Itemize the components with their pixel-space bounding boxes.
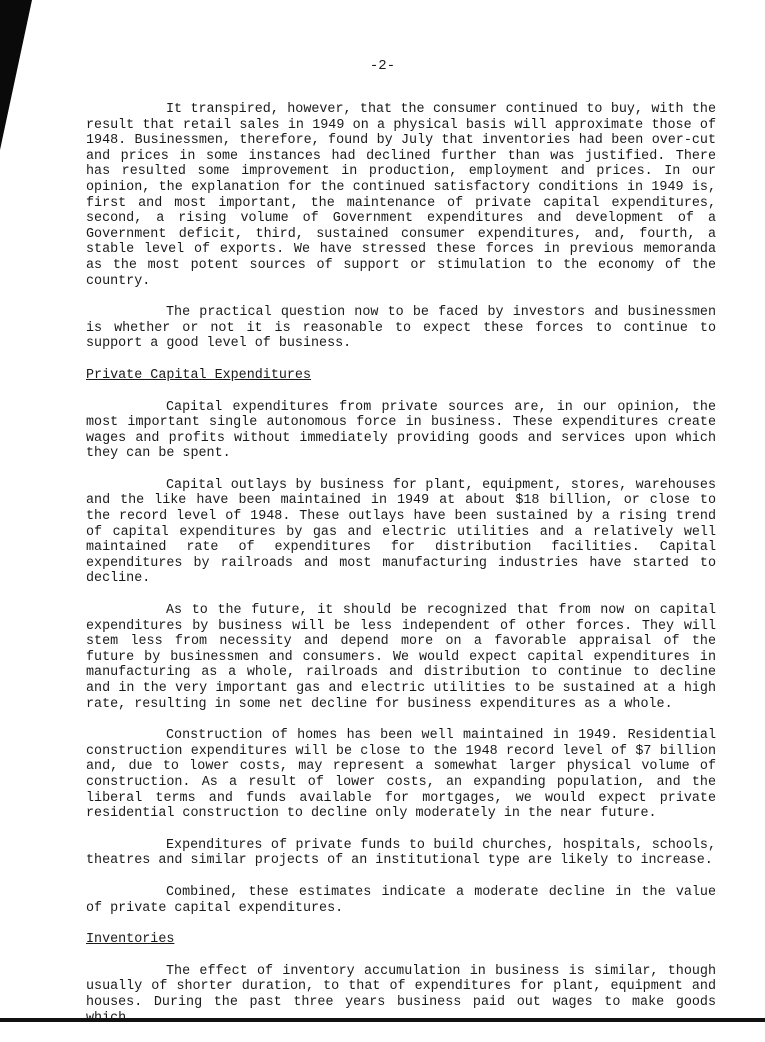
page-number: -2-	[369, 58, 396, 74]
scan-corner-shadow	[0, 0, 32, 150]
paragraph-capital-outlays: Capital outlays by business for plant, equipment, stores, warehouses and the like have been maintained in 1949 at about $18 billion, or close to the record level of 1948. These outlays have been sustained by a rising trend of capital expenditures by gas and electric utilities and a relatively well maintained rate of expenditures for distribution facilities. Capital expenditures by railroads and most manufacturing industries have started to decline.	[86, 477, 716, 587]
paragraph-institutional-projects: Expenditures of private funds to build churches, hospitals, schools, theatres and similar projects of an institutional type are likely to increase.	[86, 837, 716, 869]
section-heading-inventories: Inventories	[86, 932, 175, 948]
paragraph-inventory-effect: The effect of inventory accumulation in business is similar, though usually of shorter duration, to that of expenditures for plant, equipment and houses. During the past three years business paid out wages to make goods	[86, 963, 716, 1010]
paragraph-capital-expenditures: Capital expenditures from private sources are, in our opinion, the most important single autonomous force in business. These expenditures create wages and profits without immediately providing goods and services upon which they can be spent.	[86, 399, 716, 462]
paragraph-consumer-buying: It transpired, however, that the consumer continued to buy, with the result that retail sales in 1949 on a physical basis will approximate those of 1948. Businessmen, therefore, found by July that inventories had been over-cut and prices in some instances had declined further than was justified. There has resulted some improvement in production, employment and prices. In our opinion, the explanation for the continued satisfactory conditions in 1949 is, first and most important, the maintenance of private capital expenditures, second, a rising volume of Government expenditures and development of a Government deficit, third, sustained consumer expenditures, and, fourth, a stable level of exports. We have stressed these forces in previous memoranda as the most potent sources of support or stimulation to the economy of the country.	[86, 102, 716, 289]
paragraph-home-construction: Construction of homes has been well maintained in 1949. Residential construction expenditures will be close to the 1948 record level of $7 billion and, due to lower costs, may represent a somewhat larger physical volume of construction. As a result of lower costs, an expanding population, and the liberal terms and funds available for mortgages, we would expect private residential construction to decline only moderately in the near future.	[86, 728, 716, 822]
bottom-border	[0, 1018, 765, 1022]
section-heading-private-capital: Private Capital Expenditures	[86, 367, 311, 383]
paragraph-future-outlook: As to the future, it should be recognized that from now on capital expenditures by business will be less independent of other forces. They will stem less from necessity and depend more on a favorable appraisal of the future by businessmen and consumers. We would expect capital expenditures in manufacturing as a whole, railroads and distribution to continue to decline and in the very important gas and electric utilities to be sustained at a high rate, resulting in some net decline for business expenditures as a whole.	[86, 603, 716, 712]
paragraph-practical-question: The practical question now to be faced by investors and businessmen is whether or not it is reasonable to expect these forces to continue to support a good level of business.	[86, 305, 716, 352]
document-body	[86, 102, 716, 1042]
paragraph-combined-estimate: Combined, these estimates indicate a moderate decline in the value of private capital expenditures.	[86, 884, 716, 916]
